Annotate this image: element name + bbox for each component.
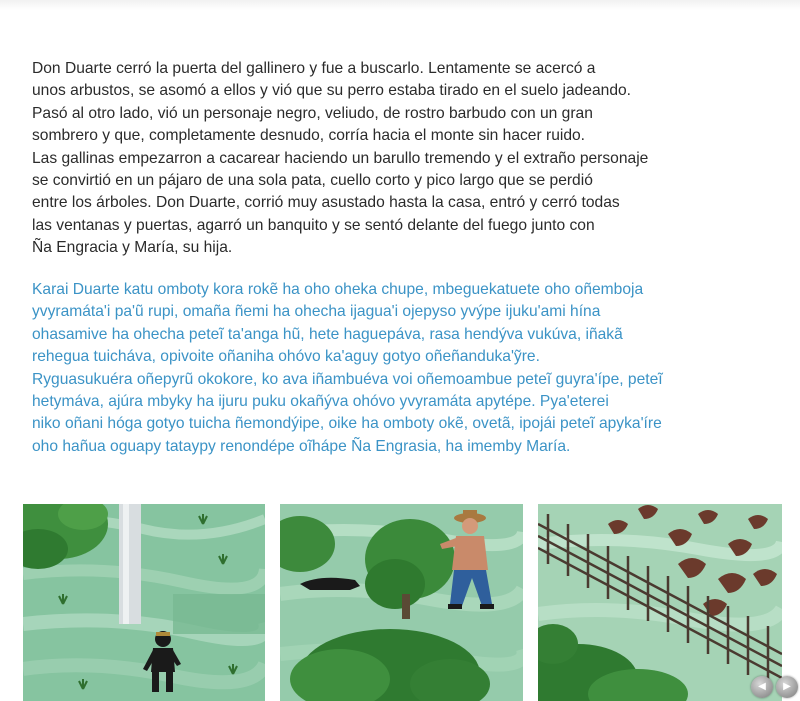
spanish-line: Don Duarte cerró la puerta del gallinero y fue a buscarlo. Lentamente se acercó a: [32, 60, 596, 77]
spanish-line: entre los árboles. Don Duarte, corrió muy asustado hasta la casa, entró y cerró todas: [32, 194, 620, 212]
guarani-line: Ryguasukuéra oñepyrũ okokore, ko ava iñambuéva voi oñemoambue peteĩ guyra'ípe, peteĩ: [32, 370, 663, 388]
guarani-line: ohasamive ha ohecha peteĩ ta'anga hũ, hete haguepáva, rasa hendýva vukúva, iñakã: [32, 325, 623, 343]
previous-page-button[interactable]: ◀: [751, 676, 773, 698]
spanish-line: Las gallinas empezarron a cacarear haciendo un barullo tremendo y el extraño personaje: [32, 149, 649, 167]
spanish-line: unos arbustos, se asomó a ellos y vió que su perro estaba tirado en el suelo jadeando.: [32, 82, 632, 100]
guarani-line: oho hañua oguapy tataypy renondépe oĩhápe Ña Engrasia, ha imemby María.: [32, 437, 571, 455]
child-in-field-image: [23, 504, 265, 701]
spanish-paragraph: [32, 58, 772, 260]
don-duarte-image: [280, 504, 523, 701]
spanish-line: se convirtió en un pájaro de una sola pata, cuello corto y pico largo que se perdió: [32, 172, 593, 190]
spanish-line: Ña Engracia y María, su hija.: [32, 239, 233, 257]
guarani-line: hetymáva, ajúra mbyky ha ijuru puku okañýva ohóvo yvyramáta apytépe. Pya'eterei: [32, 393, 609, 411]
next-page-button[interactable]: ▶: [776, 676, 798, 698]
illustration-don-duarte-with-dog: [280, 504, 523, 701]
illustration-child-in-field: [23, 504, 265, 701]
spanish-line: sombrero y que, completamente desnudo, corría hacia el monte sin hacer ruido.: [32, 127, 586, 145]
guarani-line: Karai Duarte katu omboty kora rokẽ ha oho oheka chupe, mbeguekatuete oho oñemboja: [32, 281, 644, 298]
guarani-line: yvyramáta'i pa'ũ rupi, omaña ñemi ha ohecha ijagua'i ojepyso yvýpe ijuku'ami hína: [32, 303, 601, 321]
illustration-hens-behind-fence: [538, 504, 782, 701]
guarani-line: niko oñani hóga gotyo tuicha ñemondýipe, oike ha omboty okẽ, ovetã, ipojái peteĩ apyka'íre: [32, 415, 662, 433]
spanish-line: las ventanas y puertas, agarró un banquito y se sentó delante del fuego junto con: [32, 216, 595, 234]
guarani-line: rehegua tuicháva, opivoite oñaniha ohóvo ka'aguy gotyo oñeñanduka'ỹre.: [32, 348, 540, 366]
spanish-line: Pasó al otro lado, vió un personaje negro, veliudo, de rostro barbudo con un gran: [32, 104, 593, 122]
guarani-paragraph: [32, 279, 772, 458]
hens-image: [538, 504, 782, 701]
page-edge-shade: [0, 0, 800, 10]
